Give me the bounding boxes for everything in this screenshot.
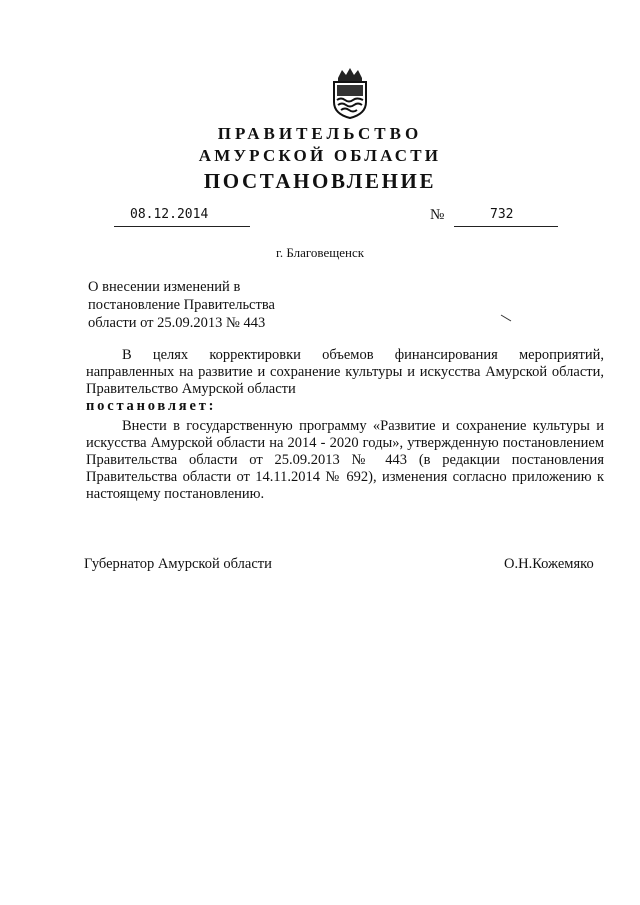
number-underline xyxy=(454,226,558,227)
signatory-title: Губернатор Амурской области xyxy=(84,556,272,572)
subject-line-3: области от 25.09.2013 № 443 xyxy=(88,315,266,331)
document-subject xyxy=(88,278,275,332)
document-type-heading: ПОСТАНОВЛЕНИЕ xyxy=(203,169,437,193)
preamble-text: В целях корректировки объемов финансирования мероприятий, направленных на развитие и сохранение культуры и искусства Амурской области, Правительство Амурской области xyxy=(86,347,604,397)
stray-mark xyxy=(500,309,512,317)
region-heading: АМУРСКОЙ ОБЛАСТИ xyxy=(198,146,442,165)
operative-text: Внести в государственную программу «Развитие и сохранение культуры и искусства Амурской области на 2014 - 2020 годы», утвержденную постановлением Правительства области от 25.09.2013 № 443 (в редакции постановления Правительства области от 14.11.2014 № 692), изменения согласно приложению к настоящему постановлению. xyxy=(86,418,604,502)
decree-word: постановляет: xyxy=(86,398,217,414)
preamble-paragraph xyxy=(86,347,604,398)
document-number: 732 xyxy=(490,207,514,222)
subject-line-1: О внесении изменений в xyxy=(88,279,241,295)
operative-paragraph xyxy=(86,418,604,503)
number-sign: № xyxy=(430,207,445,223)
date-underline xyxy=(114,226,250,227)
government-heading: ПРАВИТЕЛЬСТВО xyxy=(217,124,423,143)
document-date: 08.12.2014 xyxy=(130,207,209,222)
subject-line-2: постановление Правительства xyxy=(88,297,275,313)
city-line: г. Благовещенск xyxy=(275,245,365,260)
coat-of-arms-icon xyxy=(328,66,372,120)
signatory-name: О.Н.Кожемяко xyxy=(504,556,594,572)
